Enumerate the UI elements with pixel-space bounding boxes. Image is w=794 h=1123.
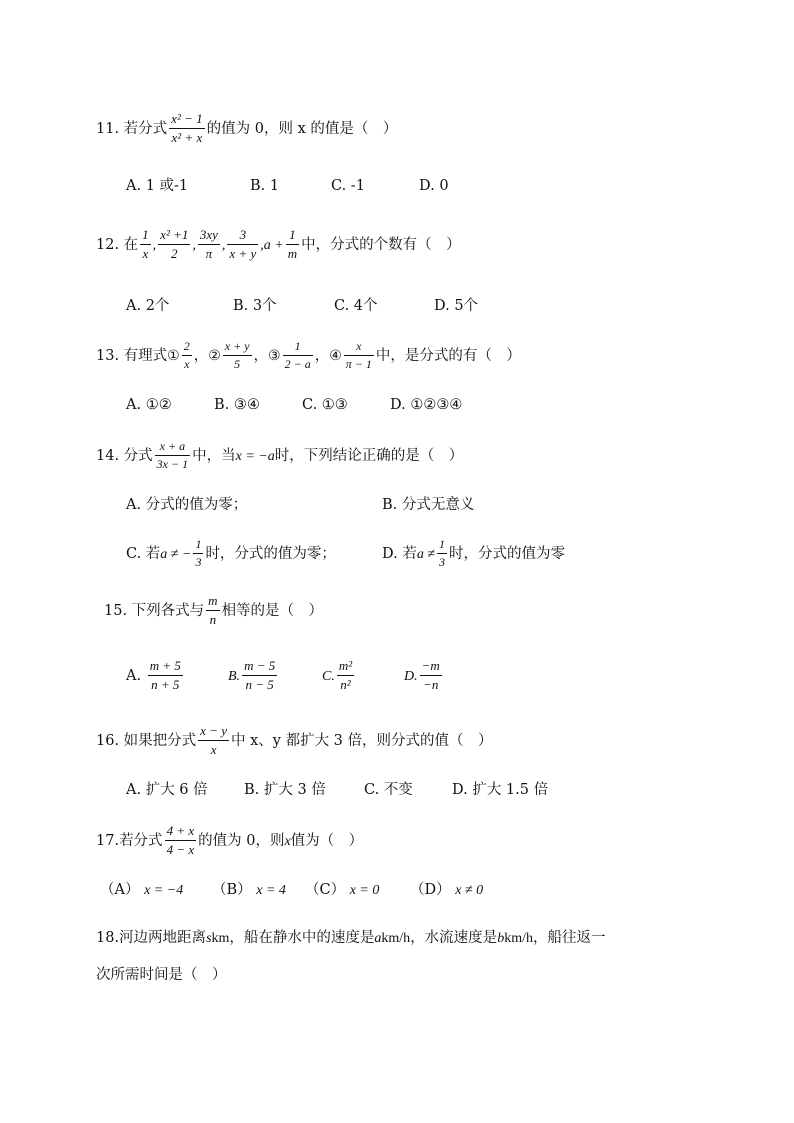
fraction-denominator: −n [423, 676, 439, 692]
option-text: 时，分式的值为零 [449, 545, 566, 562]
question-number: 13. [96, 347, 120, 364]
option-b [228, 659, 279, 693]
option-b: B. 扩大 3 倍 [244, 782, 326, 798]
fraction-denominator: n² [340, 676, 351, 692]
unit: km/h [504, 931, 533, 946]
question-text: 中，当 [192, 447, 236, 464]
option-d: D. 0 [419, 178, 449, 194]
question-text: 中，分式的个数有（ ） [301, 236, 461, 253]
fraction-numerator: x − y [198, 724, 229, 741]
fraction [286, 228, 299, 262]
math-expression: a ≠ − [160, 546, 192, 562]
fraction [437, 538, 447, 570]
question-number: 14. [96, 447, 120, 464]
option-label: （C） [305, 882, 346, 898]
fraction-denominator: 3x − 1 [156, 456, 189, 471]
question-text: ，船在静水中的速度是 [229, 930, 375, 946]
math-variable: b [497, 931, 505, 946]
fraction-denominator: 5 [234, 356, 241, 371]
option-c [305, 883, 379, 898]
option-a: A. 分式的值为零； [126, 497, 248, 513]
fraction-numerator: −m [420, 659, 442, 676]
option-b: B. 分式无意义 [382, 497, 475, 513]
math-expression: a ≠ [416, 546, 436, 562]
option-c [322, 659, 356, 693]
fraction-numerator: 3xy [198, 228, 220, 245]
option-b [212, 883, 286, 898]
question-text: 中，是分式的有（ ） [375, 347, 521, 364]
fraction-denominator: x [184, 356, 190, 371]
option-d [410, 883, 483, 898]
option-d: D. 5个 [434, 298, 479, 314]
question-text: 在 [123, 236, 139, 253]
question-text: 分式 [123, 447, 153, 464]
option-d: D. 扩大 1.5 倍 [452, 782, 549, 798]
fraction [283, 340, 313, 372]
question-14 [96, 440, 463, 472]
math-expression: a + [263, 237, 284, 253]
option-a: A. 扩大 6 倍 [126, 782, 208, 798]
fraction [198, 228, 220, 262]
math-variable: a [374, 931, 382, 946]
fraction-denominator: x² + x [171, 129, 203, 145]
fraction [165, 824, 197, 858]
option-label: （D） [410, 882, 451, 898]
option-c: C. 不变 [364, 782, 413, 798]
question-text: 的值为 0，则 [198, 832, 285, 849]
fraction-numerator: x² +1 [158, 228, 190, 245]
fraction-numerator: m [206, 594, 219, 611]
fraction [337, 659, 354, 693]
question-12: 12. 在 $\frac{1}{x}$ , $\frac{\text{x² +1}}{2}$ , $\frac{3xy}{\pi}$ , $\frac{3}{x + y}$ ,a + $\frac{1}{m}$ 中，分式的个数有（ ） [96, 227, 461, 261]
fraction-denominator: π − 1 [345, 356, 372, 371]
fraction-denominator: 2 [171, 245, 178, 261]
question-number: 11. [96, 120, 120, 137]
circled-number: ② [208, 347, 221, 364]
question-number: 16. [96, 732, 120, 749]
question-text: 下列各式与 [131, 602, 205, 619]
question-text: 若分式 [119, 832, 163, 849]
fraction-numerator: 4 + x [165, 824, 197, 841]
question-text: 如果把分式 [123, 732, 197, 749]
fraction-numerator: 1 [140, 228, 151, 245]
math-expression: x ≠ 0 [455, 883, 484, 898]
fraction-denominator: x [142, 245, 149, 261]
fraction-denominator: 3 [195, 554, 202, 569]
fraction [148, 659, 183, 693]
question-18-continued: 次所需时间是（ ） [96, 967, 227, 983]
math-expression: x = 4 [256, 883, 286, 898]
fraction-denominator: π [205, 245, 213, 261]
math-expression: x = −a [235, 448, 275, 464]
option-c: C. 4个 [334, 298, 378, 314]
fraction [344, 340, 374, 372]
fraction-numerator: x² − 1 [169, 112, 204, 129]
fraction [420, 659, 442, 693]
fraction [227, 228, 258, 262]
question-18 [96, 931, 605, 946]
option-b: B. 3个 [233, 298, 277, 314]
circled-number: ④ [329, 347, 342, 364]
fraction-numerator: 1 [283, 340, 313, 356]
fraction [169, 112, 204, 146]
fraction-denominator: 4 − x [166, 841, 195, 857]
option-label: A. [126, 667, 142, 684]
math-variable: x [284, 833, 291, 849]
question-11 [96, 112, 397, 146]
fraction-numerator: m² [337, 659, 354, 676]
fraction-numerator: x + a [155, 440, 190, 456]
fraction-denominator: n + 5 [151, 676, 180, 692]
fraction-denominator: 2 − a [284, 356, 311, 371]
question-text: ，水流速度是 [410, 930, 498, 946]
question-text: 中 x、y 都扩大 3 倍，则分式的值（ ） [230, 732, 493, 749]
fraction [158, 228, 190, 262]
option-text: C. 若 [126, 545, 161, 562]
math-variable: s [206, 931, 212, 946]
option-a [126, 659, 185, 693]
question-text: 值为（ ） [290, 832, 364, 849]
option-c: C. ①③ [302, 397, 348, 413]
question-text: 若分式 [123, 120, 168, 137]
question-text: ，船往返一 [532, 930, 606, 946]
fraction-denominator: n − 5 [245, 676, 274, 692]
question-16 [96, 724, 493, 758]
unit: km [211, 931, 230, 946]
circled-number: ① [167, 347, 180, 364]
fraction-numerator: m − 5 [242, 659, 277, 676]
option-label: B. [228, 668, 241, 684]
question-number: 12. [96, 236, 120, 253]
question-13: 13. 有理式① $\frac{2}{x}$ ，② $\frac{x + y}{5}$ ，③ $\frac{1}{2 - a}$ ，④ $\frac{x}{\pi - 1}$ 中，是分式的有（ ） [96, 339, 521, 371]
option-text: D. 若 [382, 545, 417, 562]
option-c [126, 538, 336, 570]
fraction [193, 538, 203, 570]
question-text: 时，下列结论正确的是（ ） [274, 447, 464, 464]
fraction [155, 440, 190, 472]
math-expression: x = −4 [144, 883, 184, 898]
option-a: A. ①② [126, 397, 172, 413]
fraction-numerator: x [344, 340, 374, 356]
fraction-denominator: x + y [229, 245, 257, 261]
option-a: A. 1 或-1 [126, 178, 189, 194]
fraction-numerator: 1 [193, 538, 203, 554]
fraction-numerator: x + y [223, 340, 252, 356]
fraction [206, 594, 219, 628]
fraction-numerator: 1 [437, 538, 447, 554]
question-number: 15. [104, 602, 128, 619]
option-b: B. ③④ [214, 397, 260, 413]
circled-number: ③ [268, 347, 281, 364]
option-label: （B） [212, 882, 252, 898]
option-d: D. ①②③④ [390, 397, 463, 413]
option-d [404, 659, 444, 693]
question-number: 17. [96, 832, 120, 849]
fraction-numerator: 1 [286, 228, 299, 245]
question-text: 相等的是（ ） [221, 602, 324, 619]
fraction-numerator: m + 5 [148, 659, 183, 676]
option-a: A. 2个 [126, 298, 170, 314]
option-label: D. [404, 668, 418, 684]
fraction [140, 228, 151, 262]
fraction-numerator: 2 [182, 340, 192, 356]
fraction-denominator: 3 [439, 554, 446, 569]
fraction-denominator: x [210, 741, 217, 757]
question-17 [96, 824, 363, 858]
fraction [223, 340, 252, 372]
fraction-numerator: 3 [227, 228, 258, 245]
fraction [182, 340, 192, 372]
option-c: C. -1 [331, 178, 365, 194]
fraction [198, 724, 229, 758]
question-15 [104, 594, 323, 628]
unit: km/h [381, 931, 411, 946]
option-a [100, 883, 183, 898]
fraction-denominator: n [209, 611, 217, 627]
question-number: 18. [96, 930, 120, 946]
question-text: 有理式 [123, 347, 168, 364]
option-label: C. [322, 668, 335, 684]
option-b: B. 1 [250, 178, 280, 194]
question-text: 的值为 0，则 x 的值是（ ） [206, 120, 398, 137]
math-expression: x = 0 [349, 883, 380, 898]
option-label: （A） [100, 882, 140, 898]
option-d [382, 538, 565, 570]
option-text: 时，分式的值为零； [205, 545, 336, 562]
question-text: 河边两地距离 [119, 930, 207, 946]
fraction-denominator: m [287, 245, 298, 261]
fraction [242, 659, 277, 693]
